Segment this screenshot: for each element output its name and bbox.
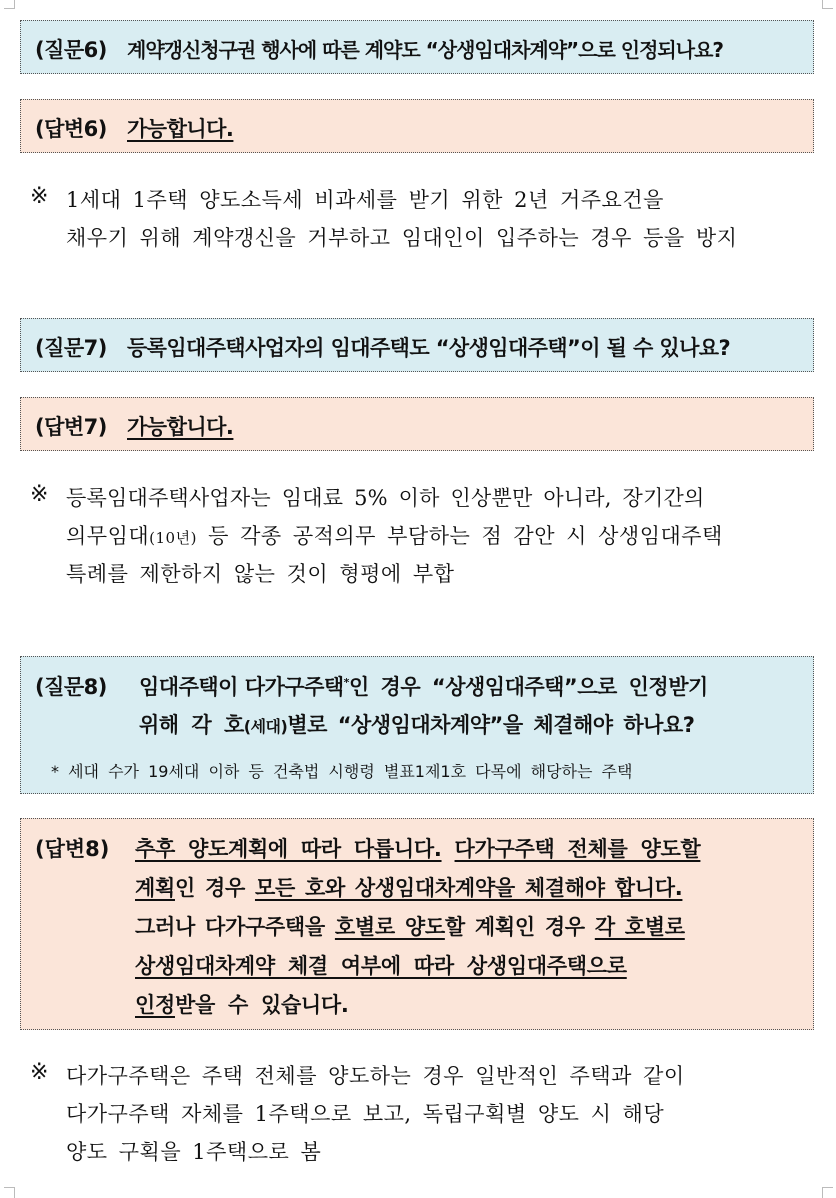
corner-mark-bottom-left [4, 1187, 15, 1198]
note-7-mark: ※ [30, 482, 49, 507]
answer-6-label: (답변6) [35, 117, 107, 141]
question-7-text: 등록임대주택사업자의 임대주택도 “상생임대주택”이 될 수 있나요? [127, 336, 731, 360]
note-6-line-1: 1세대 1주택 양도소득세 비과세를 받기 위한 2년 거주요건을 [66, 188, 664, 212]
note-8-line-1: 다가구주택은 주택 전체를 양도하는 경우 일반적인 주택과 같이 [66, 1064, 685, 1088]
question-8-box: (질문8) 임대주택이 다가구주택*인 경우 “상생임대주택”으로 인정받기 위해 각 호(세대)별로 “상생임대차계약”을 체결해야 하나요? * 세대 수가 19세대 이하 등 건축법 시행령 별표1제1호 다목에 해당하는 주택 [20, 656, 814, 794]
question-6-label: (질문6) [35, 38, 107, 62]
question-6-text: 계약갱신청구권 행사에 따른 계약도 “상생임대차계약”으로 인정되나요? [127, 38, 723, 62]
note-6-line-2: 채우기 위해 계약갱신을 거부하고 임대인이 입주하는 경우 등을 방지 [66, 226, 738, 250]
question-7-label: (질문7) [35, 336, 107, 360]
answer-7-box [20, 397, 814, 451]
note-7-line-1: 등록임대주택사업자는 임대료 5% 이하 인상뿐만 아니라, 장기간의 [66, 486, 705, 510]
question-6-box [20, 20, 814, 74]
note-6-mark: ※ [30, 184, 49, 209]
note-8-line-3: 양도 구획을 1주택으로 봄 [66, 1140, 322, 1164]
answer-8-label: (답변8) [35, 837, 110, 861]
answer-6-text: 가능합니다. [127, 117, 234, 141]
note-7-line-3: 특례를 제한하지 않는 것이 형평에 부합 [66, 562, 455, 586]
question-7-box [20, 318, 814, 372]
question-8-label: (질문8) [35, 675, 107, 699]
answer-6-box [20, 99, 814, 153]
answer-8-box: (답변8) 추후 양도계획에 따라 다릅니다. 다가구주택 전체를 양도할 계획인 경우 모든 호와 상생임대차계약을 체결해야 합니다. 그러나 다가구주택을 호별로 양도할 계획인 경우 각 호별로 상생임대차계약 체결 여부에 따라 상생임대주택으로 인정받을 수 있습니다. [20, 818, 814, 1030]
corner-mark-bottom-right [822, 1187, 833, 1198]
corner-mark-top-left [4, 0, 15, 9]
note-8-line-2: 다가구주택 자체를 1주택으로 보고, 독립구획별 양도 시 해당 [66, 1102, 665, 1126]
note-8-mark: ※ [30, 1060, 49, 1085]
answer-7-text: 가능합니다. [127, 415, 234, 439]
answer-7-label: (답변7) [35, 415, 107, 439]
corner-mark-top-right [822, 0, 833, 9]
note-7-line-2: 의무임대(10년) 등 각종 공적의무 부담하는 점 감안 시 상생임대주택 [66, 524, 723, 548]
question-8-footnote: * 세대 수가 19세대 이하 등 건축법 시행령 별표1제1호 다목에 해당하는 주택 [51, 762, 633, 781]
